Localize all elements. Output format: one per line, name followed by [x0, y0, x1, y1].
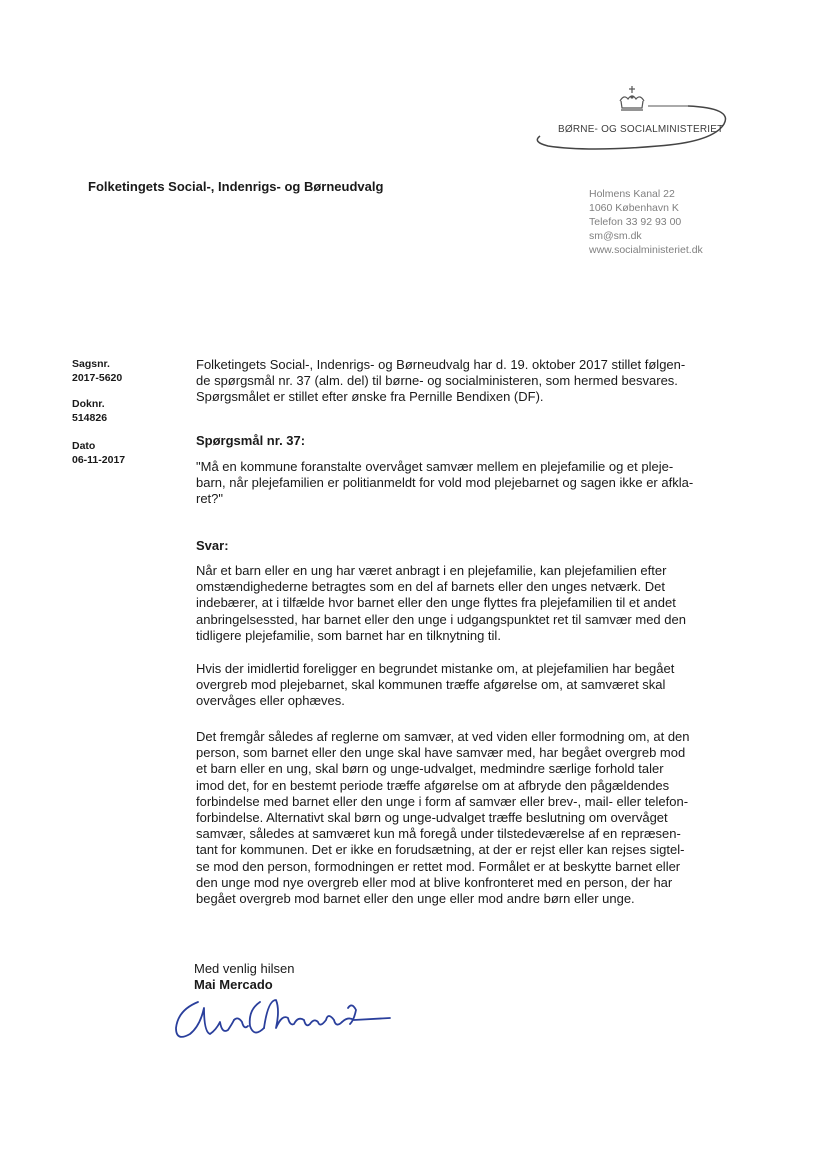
document-number-label: Doknr.: [72, 398, 105, 410]
question-line: barn, når plejefamilien er politianmeldt for vold mod plejebarnet og sagen ikke er afkla-: [196, 475, 694, 491]
answer-line: indebærer, at i tilfælde hvor barnet eller den unge flyttes fra plejefamilien til et andet: [196, 595, 676, 611]
closing-block: [194, 961, 294, 993]
date-value: 06-11-2017: [72, 454, 126, 466]
address-street: Holmens Kanal 22: [589, 188, 675, 200]
answer-line: person, som barnet eller den unge skal have samvær med, har begået overgreb mod: [196, 745, 686, 761]
answer-heading: Svar:: [196, 538, 229, 553]
signature-icon: [168, 990, 398, 1052]
case-number-label: Sagsnr.: [72, 358, 110, 370]
address-website: www.socialministeriet.dk: [589, 244, 703, 256]
recipient-title: Folketingets Social-, Indenrigs- og Børneudvalg: [88, 179, 384, 194]
answer-paragraph-3: [196, 729, 736, 907]
signatory-name: Mai Mercado: [194, 977, 273, 992]
answer-line: begået overgreb mod barnet eller den unge eller mod andre børn eller unge.: [196, 891, 635, 907]
intro-line: de spørgsmål nr. 37 (alm. del) til børne- og socialministeren, som hermed besvares.: [196, 373, 678, 389]
address-email: sm@sm.dk: [589, 230, 642, 242]
answer-line: Hvis der imidlertid foreligger en begrundet mistanke om, at plejefamilien har begået: [196, 661, 675, 676]
answer-line: den unge mod nye overgreb eller mod at blive konfronteret med en person, der har: [196, 874, 673, 890]
intro-paragraph: [196, 357, 736, 406]
answer-line: et barn eller en ung, skal børn og unge-udvalget, medmindre særlige forhold taler: [196, 761, 664, 777]
answer-line: forbindelse. Alternativt skal børn og unge-udvalget træffe beslutning om overvåget: [196, 810, 668, 826]
case-number-value: 2017-5620: [72, 372, 123, 384]
ministry-name: BØRNE- OG SOCIALMINISTERIET: [558, 124, 724, 135]
question-heading: Spørgsmål nr. 37:: [196, 433, 306, 448]
question-line: ret?": [196, 491, 224, 507]
case-number-block: [72, 357, 122, 385]
address-city: 1060 København K: [589, 202, 679, 214]
intro-line: Folketingets Social-, Indenrigs- og Børneudvalg har d. 19. oktober 2017 stillet følgen-: [196, 357, 686, 372]
question-line: "Må en kommune foranstalte overvåget samvær mellem en plejefamilie og et pleje-: [196, 459, 674, 474]
sender-address: [589, 187, 703, 257]
ministry-logo: [528, 84, 732, 164]
intro-line: Spørgsmålet er stillet efter ønske fra Pernille Bendixen (DF).: [196, 389, 544, 405]
answer-line: tant for kommunen. Det er ikke en forudsætning, at der er rejst eller kan rejses sigtel-: [196, 842, 685, 858]
answer-paragraph-1: [196, 563, 736, 644]
answer-line: omstændighederne betragtes som en del af barnets eller den unges netværk. Det: [196, 579, 665, 595]
answer-paragraph-2: [196, 661, 736, 710]
address-phone: Telefon 33 92 93 00: [589, 216, 682, 228]
closing-greeting: Med venlig hilsen: [194, 961, 295, 976]
date-label: Dato: [72, 440, 96, 452]
answer-line: Det fremgår således af reglerne om samvær, at ved viden eller formodning om, at den: [196, 729, 690, 744]
handwritten-signature: [168, 990, 398, 1052]
answer-line: forbindelse med barnet eller den unge i form af samvær eller brev-, mail- eller telefon-: [196, 793, 689, 809]
date-block: [72, 439, 125, 467]
answer-line: anbringelsessted, har barnet eller den unge i udgangspunktet ret til samvær med den: [196, 611, 686, 627]
answer-line: samvær, således at samværet kun må foregå under tilstedeværelse af en repræsen-: [196, 826, 681, 842]
answer-line: tidligere plejefamilie, som barnet har en tilknytning til.: [196, 627, 501, 643]
answer-line: se mod den person, formodningen er rettet mod. Formålet er at beskytte barnet eller: [196, 858, 681, 874]
document-number-block: [72, 397, 107, 425]
answer-line: overvåges eller ophæves.: [196, 693, 345, 709]
answer-line: imod det, for en bestemt periode træffe afgørelse om at afbryde den pågældendes: [196, 777, 670, 793]
answer-line: Når et barn eller en ung har været anbragt i en plejefamilie, kan plejefamilien efter: [196, 563, 667, 578]
answer-line: overgreb mod plejebarnet, skal kommunen træffe afgørelse om, at samværet skal: [196, 677, 666, 693]
document-number-value: 514826: [72, 412, 108, 424]
question-text: [196, 459, 736, 508]
